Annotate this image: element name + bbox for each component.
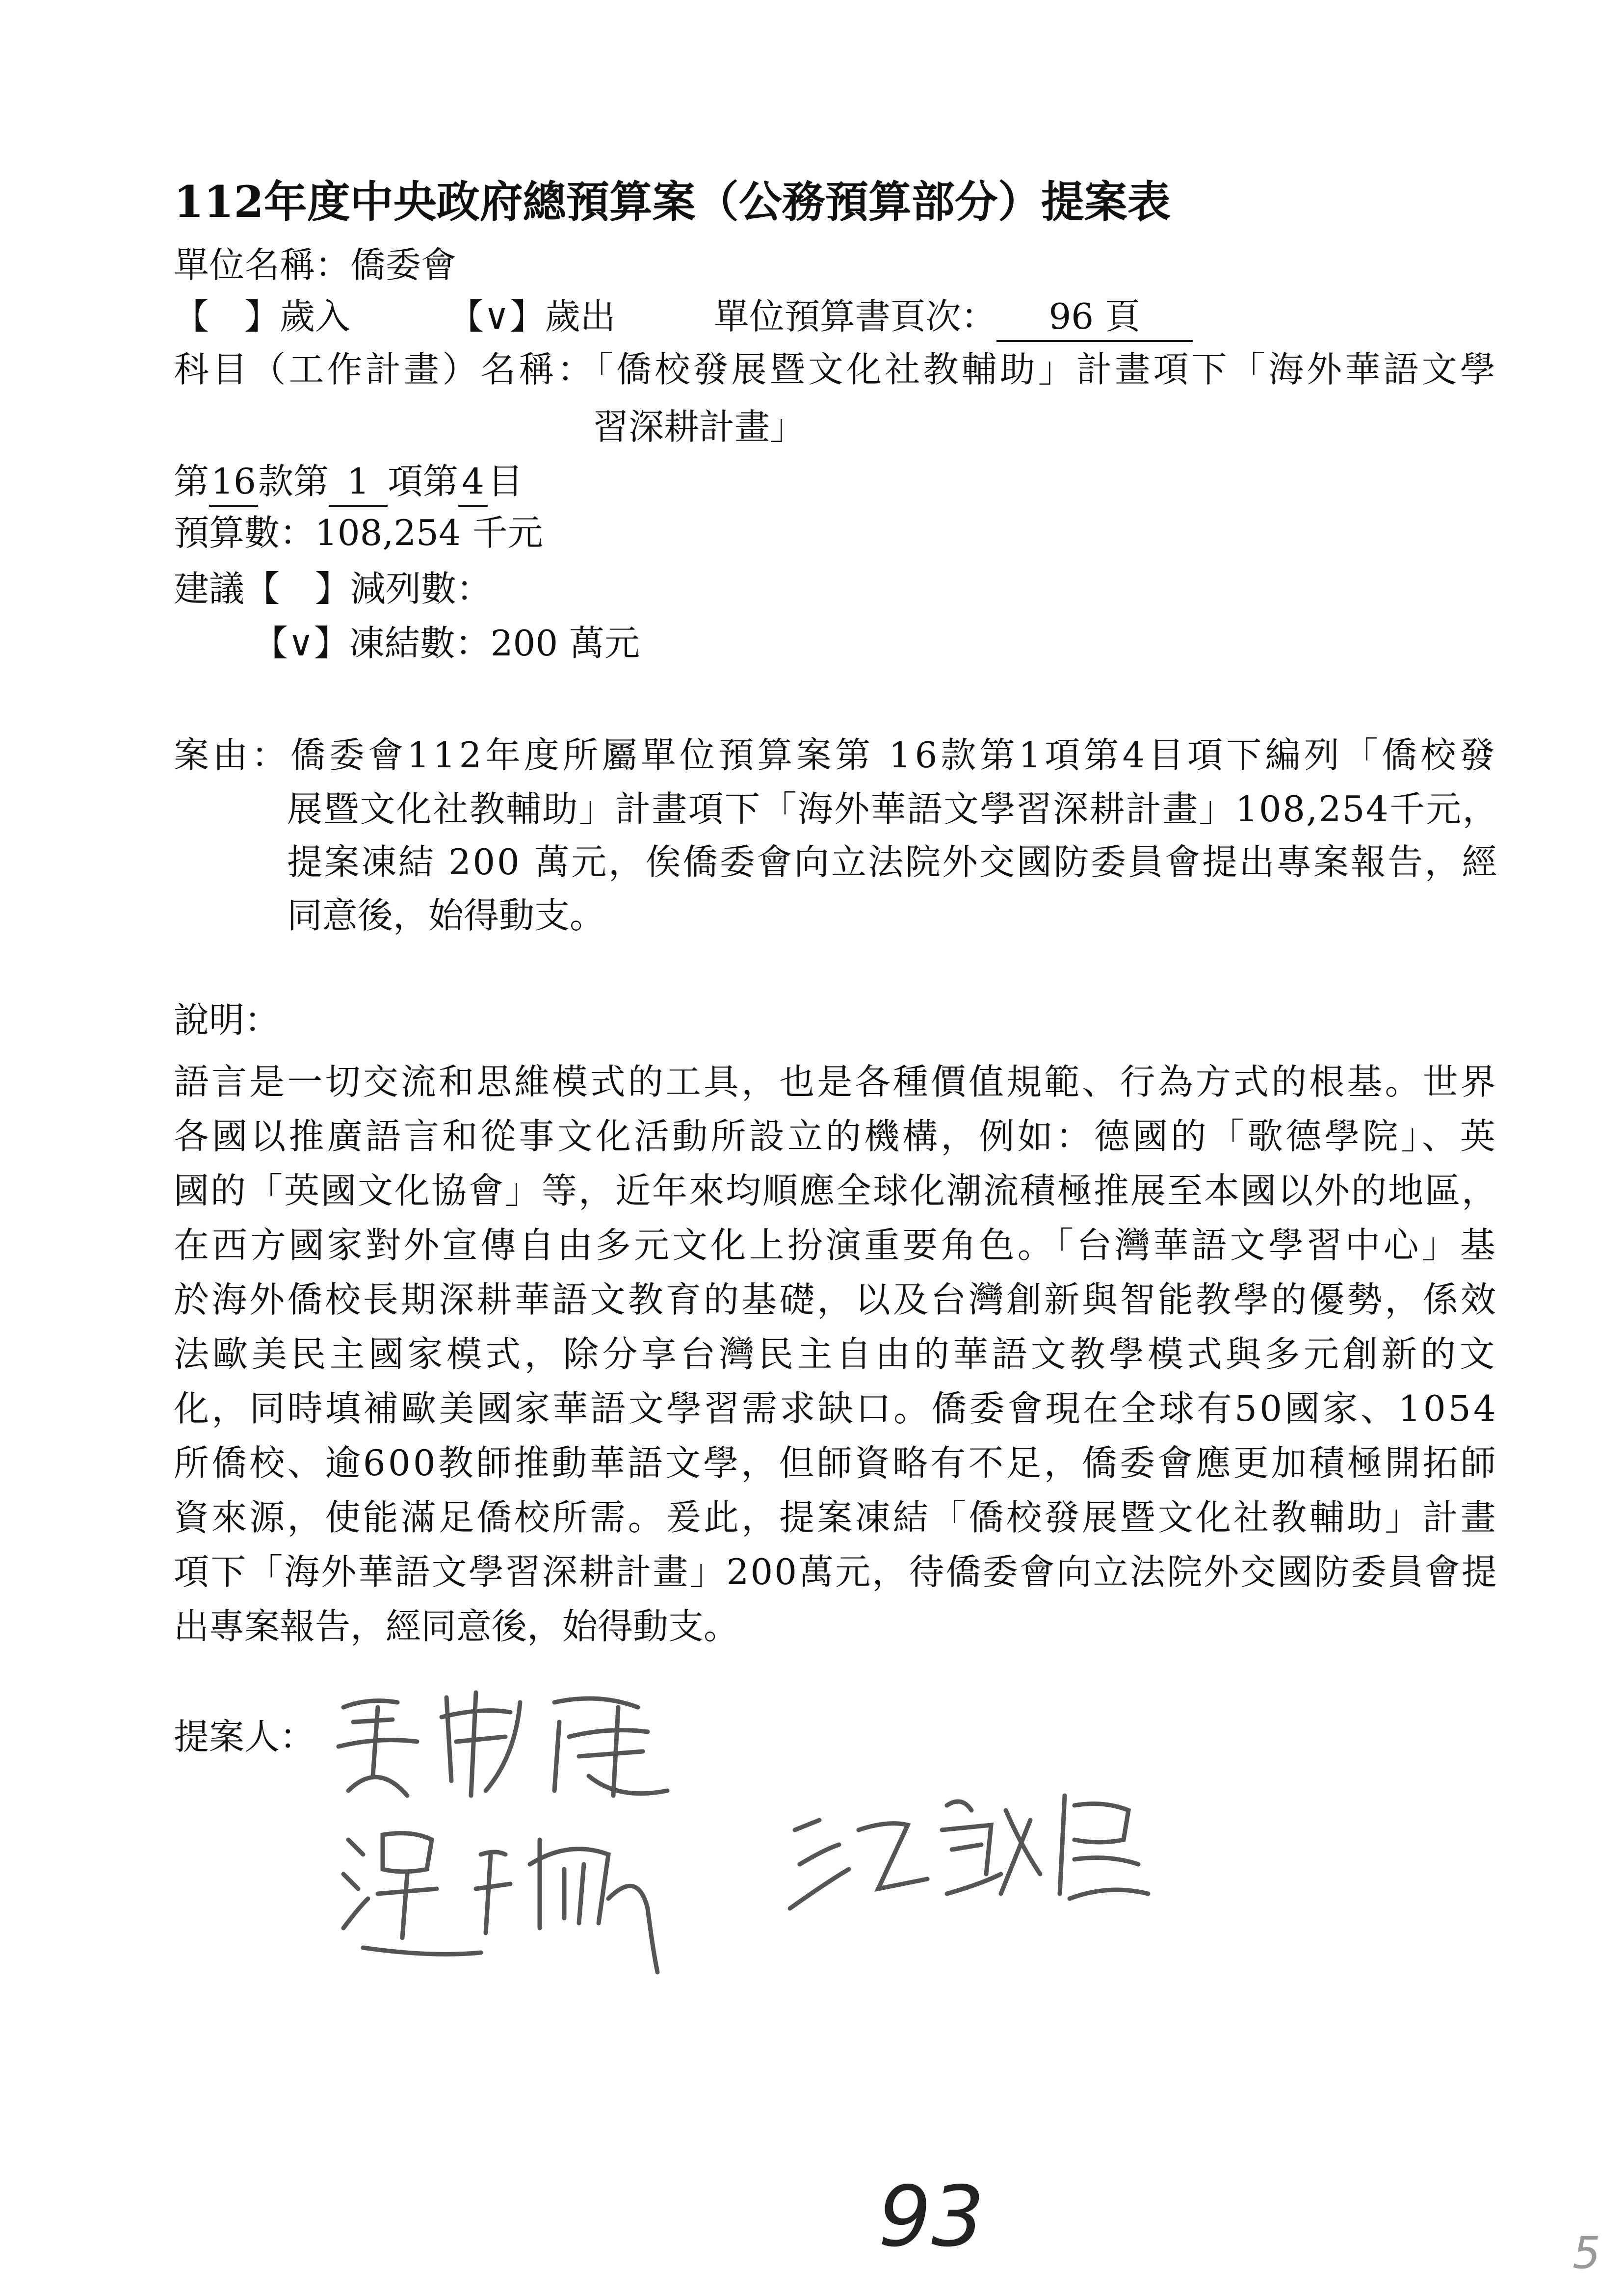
explanation-line: 法歐美民主國家模式，除分享台灣民主自由的華語文教學模式與多元創新的文	[174, 1333, 1498, 1375]
explanation-line: 在西方國家對外宣傳自由多元文化上扮演重要角色。「台灣華語文學習中心」基	[174, 1225, 1498, 1266]
section-numbers	[174, 458, 523, 507]
explanation-line: 化，同時填補歐美國家華語文學習需求缺口。僑委會現在全球有50國家、1054	[174, 1388, 1498, 1429]
suggest-cut-row	[174, 565, 492, 612]
freeze-label: 凍結數：200 萬元	[349, 623, 640, 664]
freeze-row	[253, 620, 640, 667]
explanation-line: 出專案報告，經同意後，始得動支。	[174, 1606, 739, 1647]
signature-1	[324, 1678, 697, 1805]
unit-label: 單位名稱：	[174, 244, 351, 286]
unit-value: 僑委會	[350, 244, 457, 286]
page-ref-label: 單位預算書頁次：	[713, 296, 996, 337]
mu-label: 目	[488, 461, 524, 502]
reason-line: 同意後，始得動支。	[287, 895, 605, 936]
cut-checkbox: 【 】	[244, 568, 351, 609]
signature-3	[785, 1776, 1158, 1923]
reason-line: 展暨文化社教輔助」計畫項下「海外華語文學習深耕計畫」108,254千元，	[287, 788, 1499, 830]
corner-mark: 5	[1572, 2227, 1601, 2279]
subject-line-2: 習深耕計畫」	[593, 406, 806, 447]
page-title: 112年度中央政府總預算案（公務預算部分）提案表	[174, 176, 1171, 227]
revenue-checkbox: 【 】	[174, 296, 280, 337]
reason-line: 提案凍結 200 萬元，俟僑委會向立法院外交國防委員會提出專案報告，經	[287, 841, 1499, 883]
xiang-number: 1	[329, 458, 388, 507]
explanation-line: 語言是一切交流和思維模式的工具，也是各種價值規範、行為方式的根基。世界	[174, 1061, 1498, 1102]
explanation-line: 項下「海外華語文學習深耕計畫」200萬元，待僑委會向立法院外交國防委員會提	[174, 1551, 1498, 1592]
revenue-label: 歲入	[280, 296, 351, 337]
kuan-number: 16	[209, 458, 258, 507]
mu-number: 4	[458, 458, 488, 507]
section-prefix: 第	[174, 461, 210, 502]
revenue-expense-row	[174, 293, 1193, 342]
signature-2	[334, 1810, 687, 1977]
explanation-line: 所僑校、逾600教師推動華語文學，但師資略有不足，僑委會應更加積極開拓師	[174, 1442, 1498, 1484]
explanation-heading: 說明：	[174, 999, 280, 1041]
page-ref-value: 96 頁	[996, 293, 1193, 342]
suggest-label: 建議	[174, 568, 245, 609]
reason-line: 案由：僑委會112年度所屬單位預算案第 16款第1項第4目項下編列「僑校發	[174, 734, 1498, 776]
subject-line-1: 科目（工作計畫）名稱：「僑校發展暨文化社教輔助」計畫項下「海外華語文學	[174, 349, 1498, 390]
kuan-label: 款第	[258, 461, 329, 502]
xiang-label: 項第	[388, 461, 459, 502]
expense-label: 歲出	[545, 296, 616, 337]
explanation-line: 於海外僑校長期深耕華語文教育的基礎，以及台灣創新與智能教學的優勢，係效	[174, 1279, 1498, 1320]
cut-label: 減列數：	[350, 568, 492, 609]
explanation-line: 國的「英國文化協會」等，近年來均順應全球化潮流積極推展至本國以外的地區，	[174, 1170, 1498, 1211]
proposer-label: 提案人：	[174, 1716, 315, 1757]
freeze-checkbox: 【∨】	[253, 623, 349, 664]
budget-amount: 預算數：108,254 千元	[174, 512, 543, 553]
explanation-line: 各國以推廣語言和從事文化活動所設立的機構，例如：德國的「歌德學院」、英	[174, 1116, 1498, 1157]
page-number: 93	[878, 2168, 985, 2266]
unit-name	[174, 241, 456, 288]
explanation-line: 資來源，使能滿足僑校所需。爰此，提案凍結「僑校發展暨文化社教輔助」計畫	[174, 1497, 1498, 1538]
expense-checkbox: 【∨】	[448, 296, 545, 337]
